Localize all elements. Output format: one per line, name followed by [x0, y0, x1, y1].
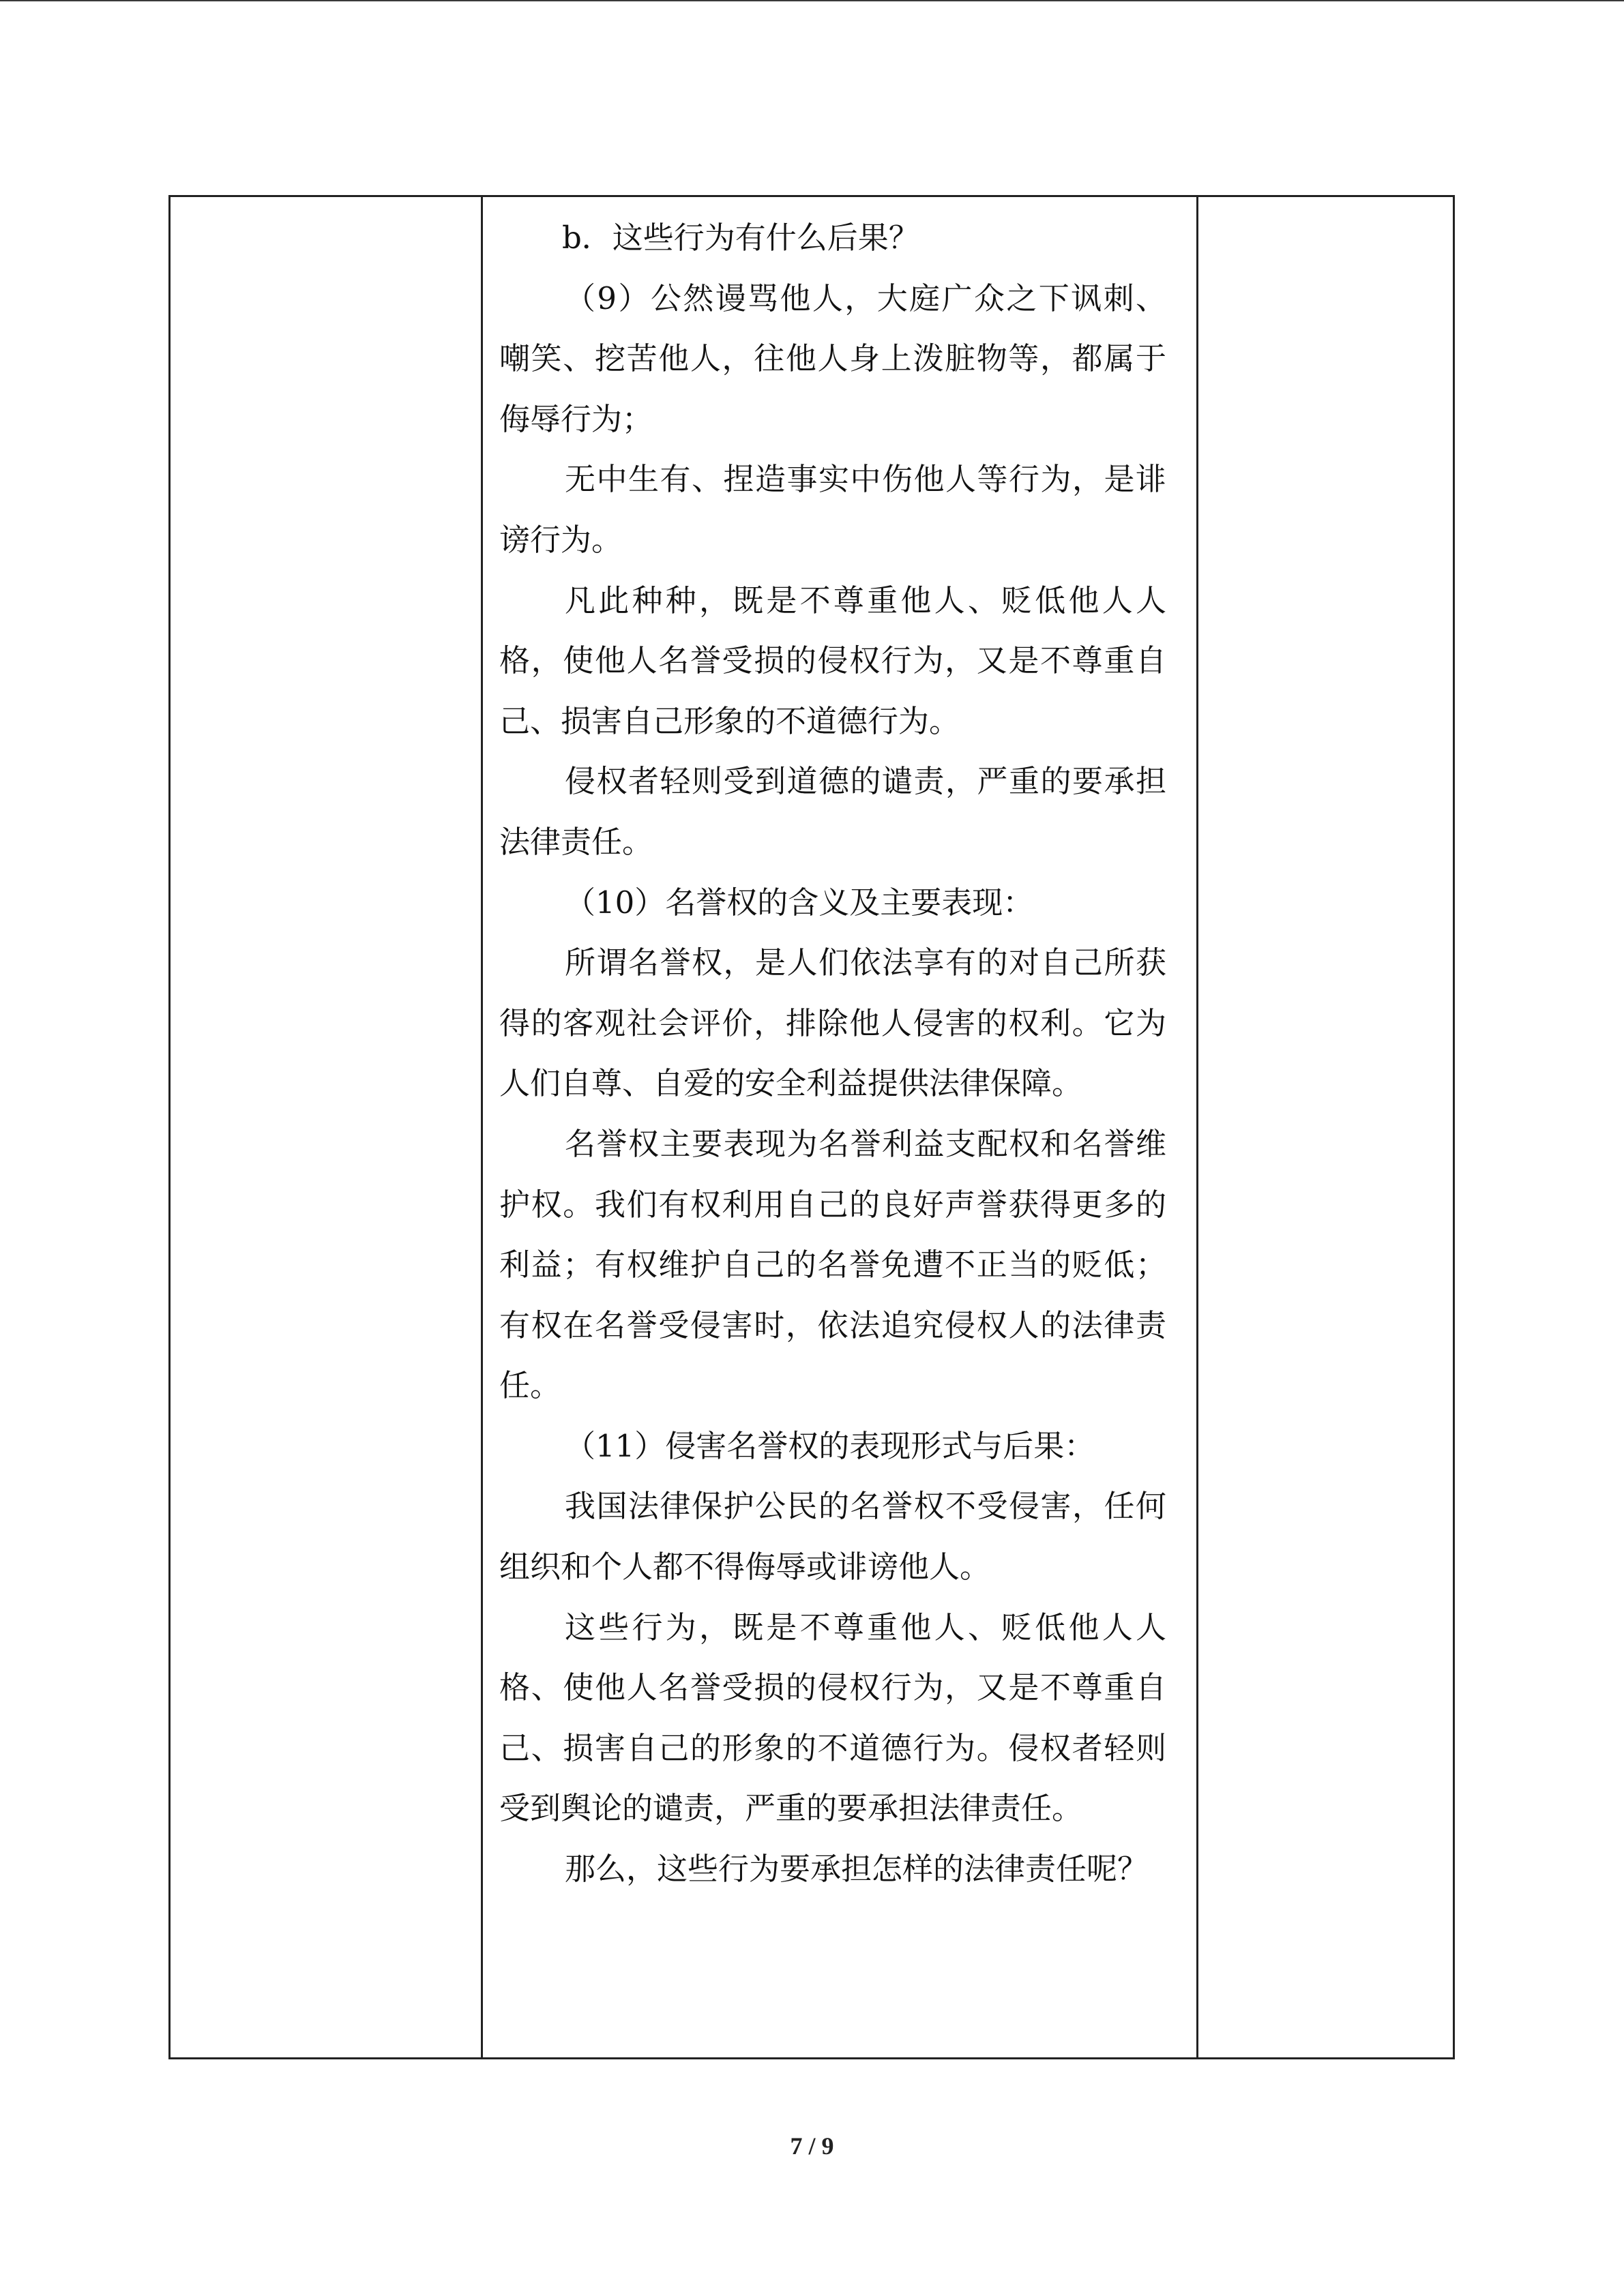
- paragraph-heading-10: （10）名誉权的含义及主要表现：: [565, 884, 1034, 921]
- paragraph-closing-question: 那么，这些行为要承担怎样的法律责任呢？: [565, 1851, 1149, 1888]
- page-number: 7 / 9: [790, 2132, 834, 2160]
- paragraph-infringer-liability: 侵权者轻则受到道德的谴责，严重的要承担法律责任。: [499, 763, 1166, 860]
- table-content-column: [483, 197, 1198, 2057]
- table-left-column: [171, 197, 483, 2057]
- page-top-rule: [0, 0, 1624, 1]
- paragraph-heading-11: （11）侵害名誉权的表现形式与后果：: [565, 1427, 1095, 1464]
- paragraph-reputation-right-manifestation: 名誉权主要表现为名誉利益支配权和名誉维护权。我们有权利用自己的良好声誉获得更多的利益；有权维护自己的名誉免遭不正当的贬低；有权在名誉受侵害时，依法追究侵权人的法律责任。: [499, 1125, 1166, 1404]
- paragraph-insult-behaviors: （9）公然谩骂他人，大庭广众之下讽刺、嘲笑、挖苦他人，往他人身上泼脏物等，都属于侮辱行为；: [499, 280, 1166, 437]
- paragraph-infringement-summary: 凡此种种，既是不尊重他人、贬低他人人格，使他人名誉受损的侵权行为，又是不尊重自己、损害自己形象的不道德行为。: [499, 582, 1166, 739]
- paragraph-reputation-right-definition: 所谓名誉权，是人们依法享有的对自己所获得的客观社会评价，排除他人侵害的权利。它为人们自尊、自爱的安全利益提供法律保障。: [499, 944, 1166, 1102]
- paragraph-defamation-behaviors: 无中生有、捏造事实中伤他人等行为，是诽谤行为。: [499, 461, 1166, 558]
- table-right-column: [1198, 197, 1453, 2057]
- paragraph-question-b: b．这些行为有什么后果？: [562, 220, 919, 256]
- paragraph-law-protection: 我国法律保护公民的名誉权不受侵害，任何组织和个人都不得侮辱或诽谤他人。: [499, 1488, 1166, 1585]
- lesson-plan-table: [168, 195, 1455, 2059]
- paragraph-behaviors-consequences: 这些行为，既是不尊重他人、贬低他人人格、使他人名誉受损的侵权行为，又是不尊重自己、损害自己的形象的不道德行为。侵权者轻则受到舆论的谴责，严重的要承担法律责任。: [499, 1609, 1166, 1827]
